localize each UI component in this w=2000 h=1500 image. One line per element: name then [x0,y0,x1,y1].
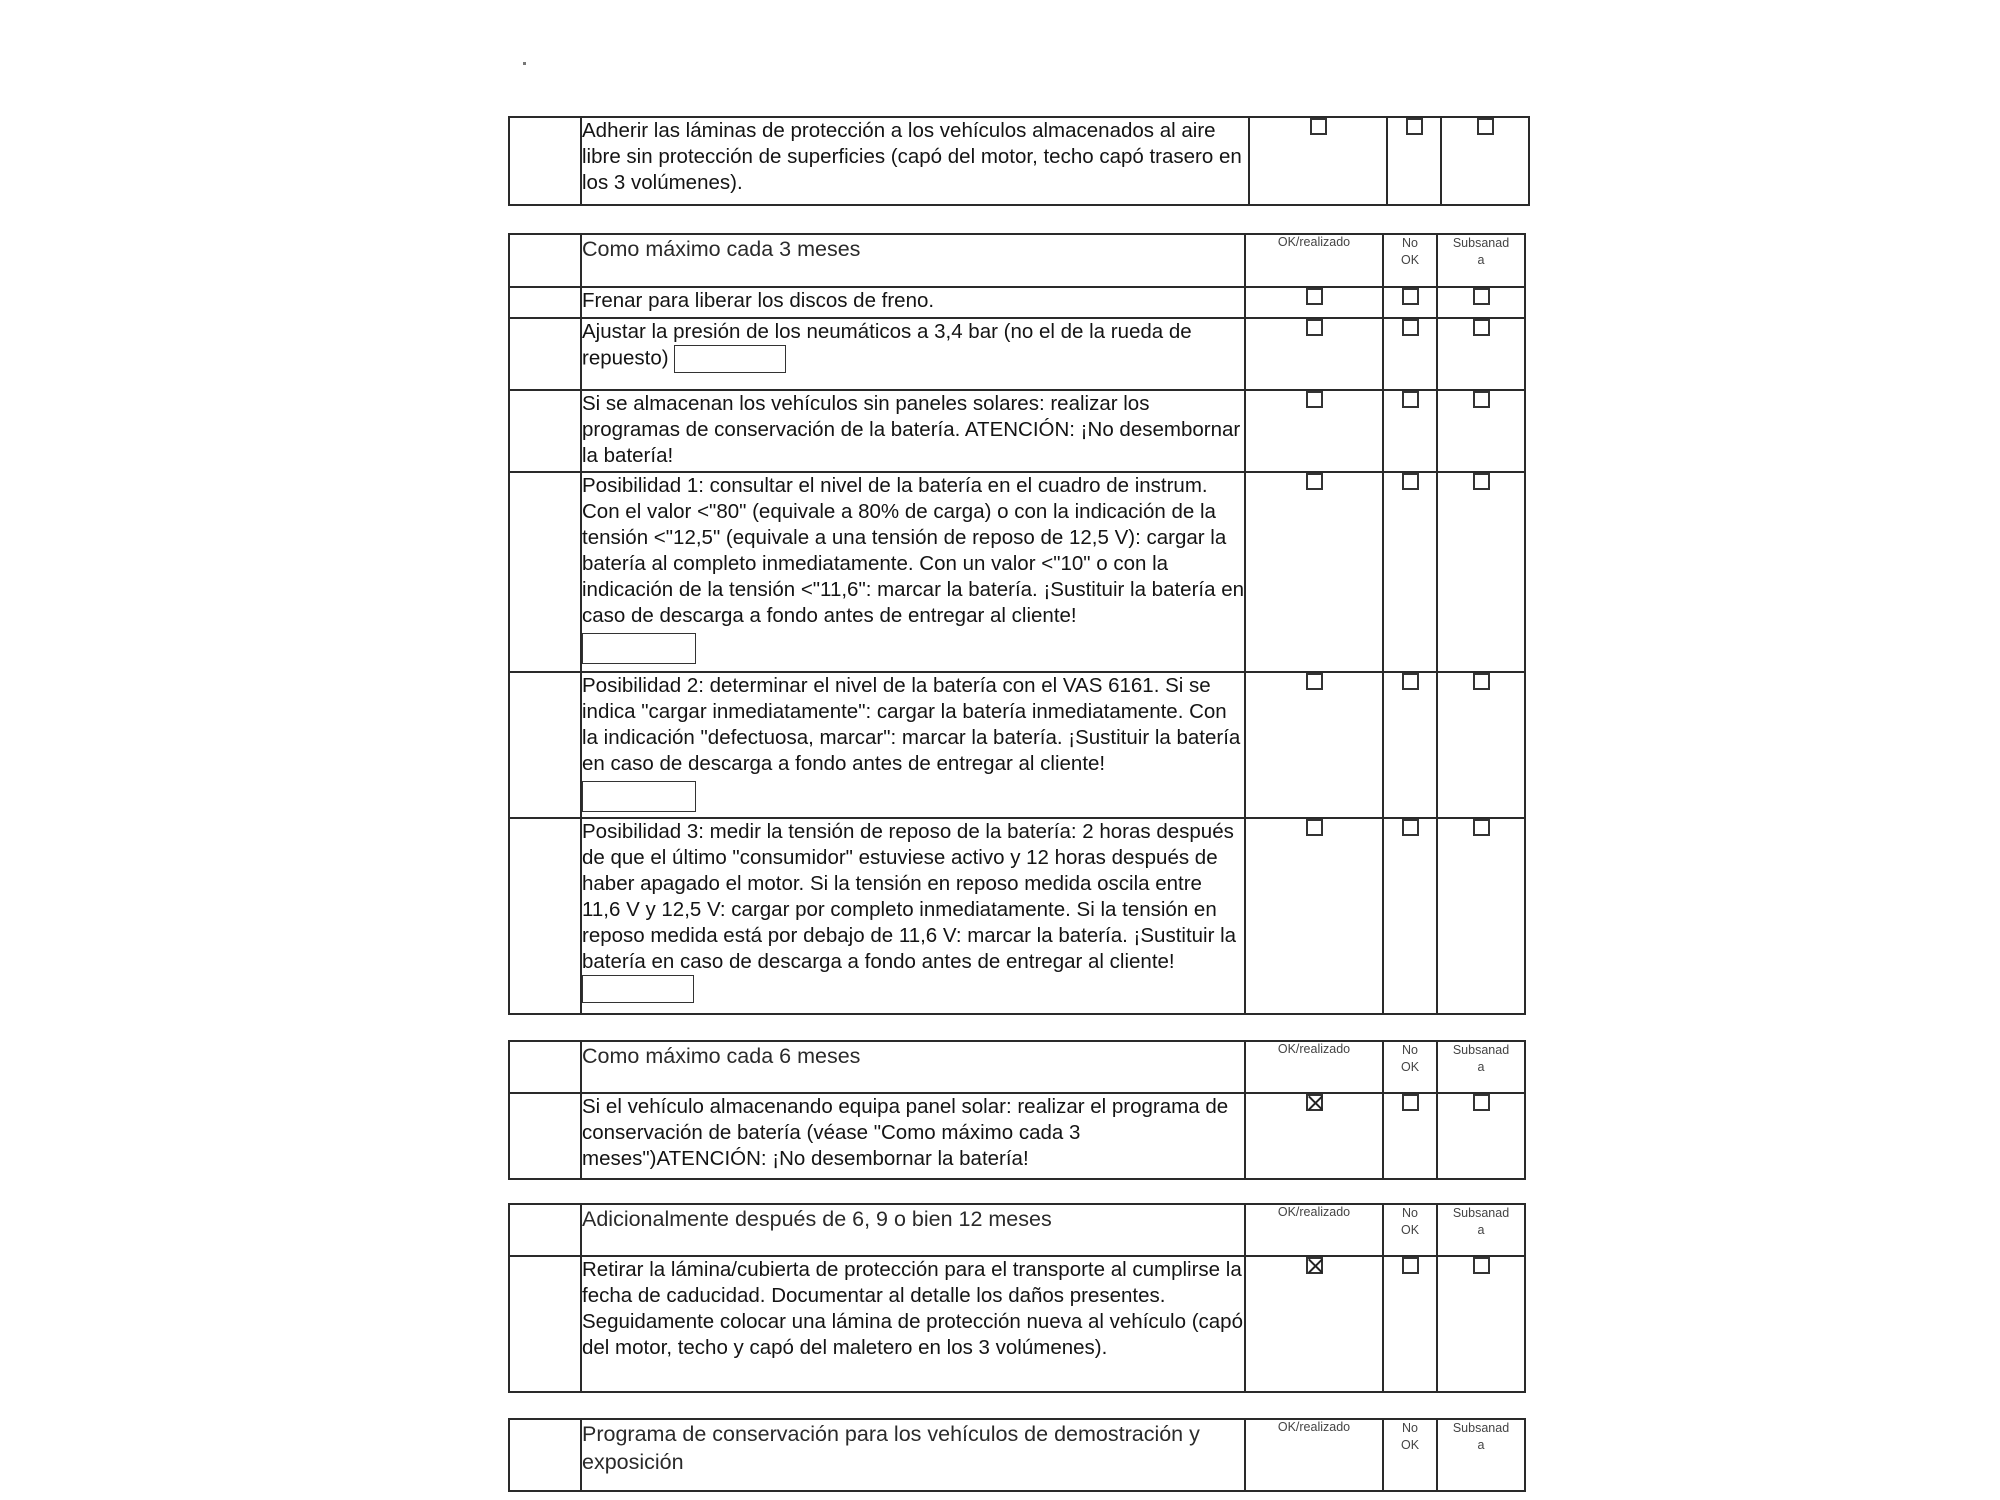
col-header-subsanada: Subsanad a [1437,234,1525,287]
col-header-ok: OK/realizado [1245,234,1383,287]
item-text: Adherir las láminas de protección a los vehículos almacenados al aire libre sin protección de superficies (capó del motor, techo capó trasero en los 3 volúmenes). [581,117,1249,205]
subsanada-checkbox[interactable] [1477,118,1494,135]
col-header-subsanada: Subsanad a [1437,1204,1525,1256]
subsanada-checkbox[interactable] [1473,319,1490,336]
vas-result-entry-field[interactable] [582,781,696,812]
item-text: Si el vehículo almacenando equipa panel solar: realizar el programa de conservación de batería (véase "Como máximo cada 3 meses")ATENCIÓN: ¡No desembornar la batería! [581,1093,1245,1179]
no-ok-checkbox[interactable] [1406,118,1423,135]
subsanada-checkbox[interactable] [1473,288,1490,305]
ok-checkbox[interactable] [1306,673,1323,690]
item-text: Posibilidad 2: determinar el nivel de la batería con el VAS 6161. Si se indica "cargar inmediatamente": cargar la batería inmediatamente. Con la indicación "defectuosa, marcar": marcar la batería. ¡Sustituir la batería en caso de descarga a fondo antes de entregar al cliente! [582,674,1241,775]
ok-checkbox[interactable] [1310,118,1327,135]
block-protective-film [508,116,1530,206]
subsanada-checkbox[interactable] [1473,391,1490,408]
subsanada-checkbox[interactable] [1473,473,1490,490]
item-text: Retirar la lámina/cubierta de protección para el transporte al cumplirse la fecha de caducidad. Documentar al detalle los daños presentes. Seguidamente colocar una lámina de protección nueva al vehículo (capó del motor, techo y capó del maletero en los 3 volúmenes). [581,1256,1245,1392]
table-row [509,818,1525,1014]
no-ok-checkbox[interactable] [1402,473,1419,490]
section-header-row [509,1419,1525,1491]
col-header-subsanada: Subsanad a [1437,1041,1525,1093]
ok-checkbox[interactable] [1306,288,1323,305]
subsanada-checkbox[interactable] [1473,819,1490,836]
block-demo-vehicles [508,1418,1526,1492]
no-ok-checkbox[interactable] [1402,673,1419,690]
subsanada-checkbox[interactable] [1473,673,1490,690]
ok-checkbox[interactable] [1306,391,1323,408]
subsanada-checkbox[interactable] [1473,1257,1490,1274]
section-title: Como máximo cada 3 meses [581,234,1245,287]
section-header-row [509,234,1525,287]
ok-checkbox[interactable] [1306,319,1323,336]
table-row [509,472,1525,672]
item-text: Posibilidad 1: consultar el nivel de la batería en el cuadro de instrum. Con el valor <"80" (equivale a 80% de carga) o con la indicación de la tensión <"12,5" (equivale a una tensión de reposo de 12,5 V): cargar la batería al completo inmediatamente. Con un valor <"10" o con la indicación de la tensión <"11,6": marcar la batería. ¡Sustituir la batería en caso de descarga a fondo antes de entregar al cliente! [582,474,1244,627]
block-3-months [508,233,1526,1015]
col-header-subsanada: Subsanad a [1437,1419,1525,1491]
table-row [509,318,1525,390]
voltage-entry-field[interactable] [582,975,694,1003]
col-header-no-ok: No OK [1383,234,1437,287]
table-row [509,1256,1525,1392]
col-header-ok: OK/realizado [1245,1419,1383,1491]
no-ok-checkbox[interactable] [1402,1094,1419,1111]
col-header-no-ok: No OK [1383,1041,1437,1093]
subsanada-checkbox[interactable] [1473,1094,1490,1111]
section-header-row [509,1204,1525,1256]
item-text: Ajustar la presión de los neumáticos a 3,4 bar (no el de la rueda de repuesto) [582,320,1192,370]
col-header-ok: OK/realizado [1245,1204,1383,1256]
section-title: Adicionalmente después de 6, 9 o bien 12 meses [581,1204,1245,1256]
ok-checkbox[interactable] [1306,1094,1323,1111]
col-header-no-ok: No OK [1383,1419,1437,1491]
ok-checkbox[interactable] [1306,819,1323,836]
col-header-no-ok: No OK [1383,1204,1437,1256]
pressure-entry-field[interactable] [674,345,786,373]
col-header-ok: OK/realizado [1245,1041,1383,1093]
table-row [509,1093,1525,1179]
item-number-cell [509,117,581,205]
no-ok-checkbox[interactable] [1402,819,1419,836]
no-ok-checkbox[interactable] [1402,288,1419,305]
section-header-row [509,1041,1525,1093]
table-row [509,672,1525,818]
section-title: Programa de conservación para los vehículos de demostración y exposición [581,1419,1245,1491]
block-6-months [508,1040,1526,1180]
item-text: Si se almacenan los vehículos sin paneles solares: realizar los programas de conservación de la batería. ATENCIÓN: ¡No desembornar la batería! [581,390,1245,472]
stray-mark [523,62,526,65]
no-ok-checkbox[interactable] [1402,1257,1419,1274]
battery-level-entry-field[interactable] [582,633,696,664]
table-row [509,117,1529,205]
ok-checkbox[interactable] [1306,1257,1323,1274]
no-ok-checkbox[interactable] [1402,319,1419,336]
ok-checkbox[interactable] [1306,473,1323,490]
no-ok-checkbox[interactable] [1402,391,1419,408]
item-text: Frenar para liberar los discos de freno. [581,287,1245,318]
table-row [509,287,1525,318]
section-title: Como máximo cada 6 meses [581,1041,1245,1093]
item-text: Posibilidad 3: medir la tensión de reposo de la batería: 2 horas después de que el último "consumidor" estuviese activo y 12 horas después de haber apagado el motor. Si la tensión en reposo medida oscila entre 11,6 V y 12,5 V: cargar por completo inmediatamente. Si la tensión en reposo medida está por debajo de 11,6 V: marcar la batería. ¡Sustituir la batería en caso de descarga a fondo antes de entregar al cliente! [582,820,1237,973]
block-6-9-12-months [508,1203,1526,1393]
table-row [509,390,1525,472]
